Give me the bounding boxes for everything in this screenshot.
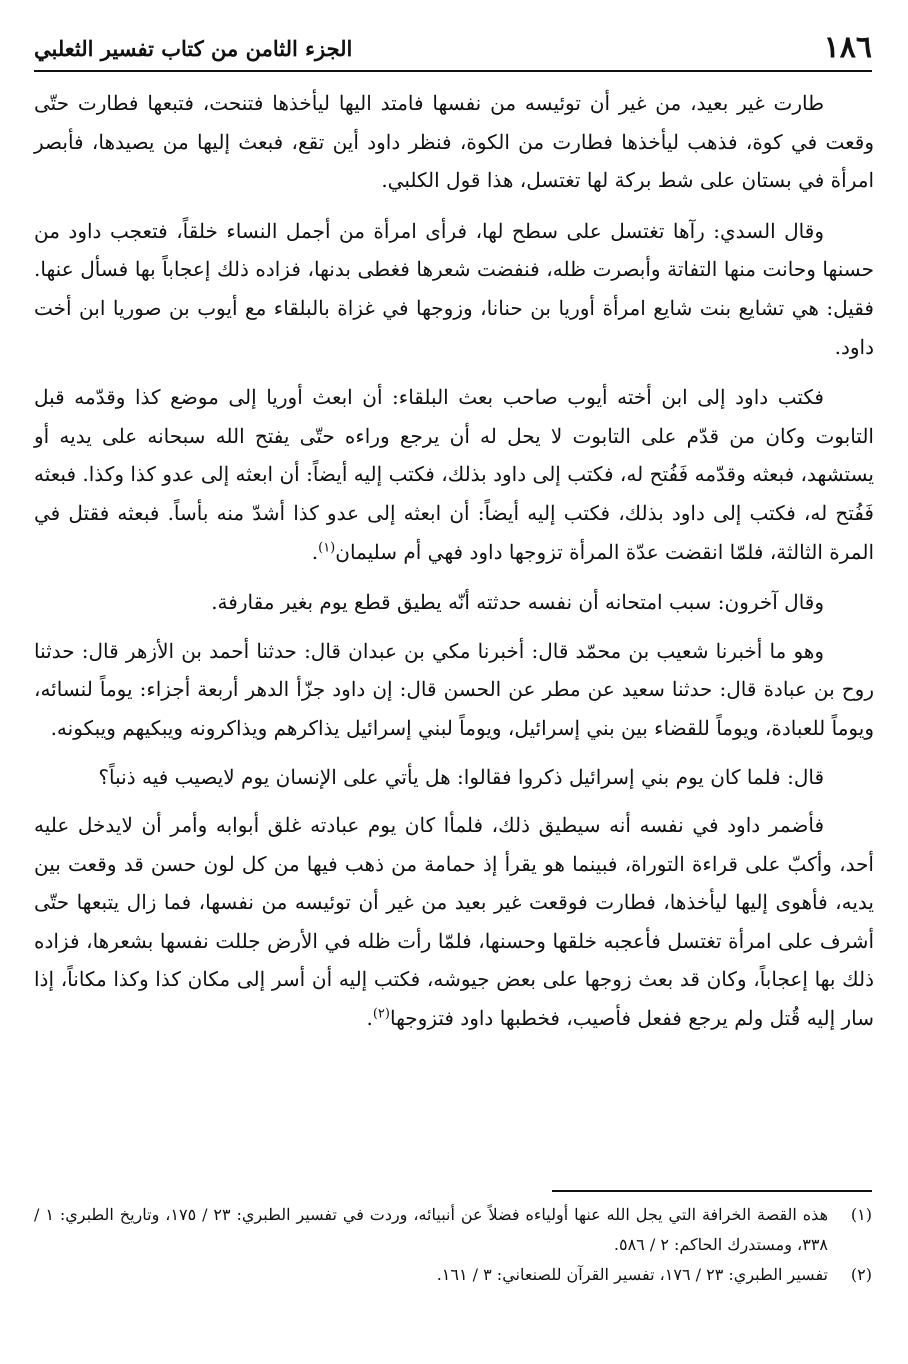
footnote-ref-1[interactable]: (١) (318, 539, 336, 555)
footnote-number: (٢) (850, 1265, 872, 1284)
page-header (34, 30, 872, 72)
paragraph-6: قال: فلما كان يوم بني إسرائيل ذكروا فقالوا: هل يأتي على الإنسان يوم لايصيب فيه ذنباً؟ (98, 764, 824, 789)
footnote-1 (34, 1200, 872, 1260)
paragraph-7: فأضمر داود في نفسه أنه سيطيق ذلك، فلمأا كان يوم عبادته غلق أبوابه وأمر أن لايدخل عليه أحد، وأكبّ على قراءة التوراة، فبينما هو يقرأ إذ حمامة من ذهب فيها من كل لون حسن قد وقعت بين يديه، فأهوى إليها ليأخذها، فطارت فوقعت غير بعيد من غير أن توئيسه من نفسها، فما زال يتبعها حتّى أشرف على امرأة تغتسل فأعجبه خلقها وحسنها، فلمّا رأت ظله في الأرض جللت نفسها بشعرها، فزاده ذلك بها إعجاباً، وكان قد بعث زوجها على بعض جيوشه، فكتب إليه أن أسر إلى مكان كذا وكذا مكاناً، إذا سار إليه قُتل ولم يرجع ففعل فأصيب، فخطبها داود فتزوجها$^{(٢)}$. (34, 813, 874, 1031)
footnote-text: تفسير الطبري: ٢٣ / ١٧٦، تفسير القرآن للصنعاني: ٣ / ١٦١. (436, 1265, 828, 1284)
page-number: ١٨٦ (823, 30, 872, 65)
body-text (34, 84, 874, 1050)
running-title: الجزء الثامن من كتاب تفسير الثعلبي (34, 36, 353, 61)
footnote-number: (١) (850, 1205, 872, 1224)
paragraph-1: طارت غير بعيد، من غير أن توئيسه من نفسها فامتد اليها ليأخذها فتنحت، فتبعها فطارت حتّى وقعت في كوة، فذهب ليأخذها فطارت من الكوة، فنظر داود أين تقع، فبعث إليها من يصيدها، فأبصر امرأة في بستان على شط بركة لها تغتسل، هذا قول الكلبي. (34, 91, 874, 193)
footnote-text: هذه القصة الخرافة التي يجل الله عنها أولياءه فضلاً عن أنبيائه، وردت في تفسير الطبري: ٢٣ / ١٧٥، وتاريخ الطبري: ١ / ٣٣٨، ومستدرك الحاكم: ٢ / ٥٨٦. (34, 1205, 829, 1254)
footnote-2 (34, 1260, 872, 1290)
paragraph-5: وهو ما أخبرنا شعيب بن محمّد قال: أخبرنا مكي بن عبدان قال: حدثنا أحمد بن الأزهر قال: حدثنا روح بن عبادة قال: حدثنا سعيد عن مطر عن الحسن قال: إن داود جزّأ الدهر أربعة أجزاء: يوماً لنسائه، ويوماً للعبادة، ويوماً للقضاء بين بني إسرائيل، ويوماً لبني إسرائيل يذاكرهم ويذاكرونه ويبكيهم ويبكونه. (34, 638, 874, 740)
paragraph-3: فكتب داود إلى ابن أخته أيوب صاحب بعث البلقاء: أن ابعث أوريا إلى موضع كذا وقدّمه قبل التابوت وكان من قدّم على التابوت لا يحل له أن يرجع وراءه حتّى يفتح الله سبحانه على يديه أو يستشهد، فبعثه وقدّمه فَفُتح له، فكتب إلى داود بذلك، فكتب إليه أيضاً: أن ابعثه إلى عدو كذا وكذا. فبعثه فَفُتح له، فكتب إلى داود بذلك، فكتب إليه أيضاً: أن ابعثه إلى عدو كذا أشدّ منه بأساً. فبعثه فقتل في المرة الثالثة، فلمّا انقضت عدّة المرأة تزوجها داود فهي أم سليمان$^{(١)}$. (34, 385, 875, 564)
footnote-ref-2[interactable]: (٢) (372, 1006, 390, 1022)
footnote-separator (552, 1190, 872, 1192)
paragraph-2: وقال السدي: رآها تغتسل على سطح لها، فرأى امرأة من أجمل النساء خلقاً، فتعجب داود من حسنها وحانت منها التفاتة وأبصرت ظله، فنفضت شعرها فغطى بدنها، فزاده ذلك إعجاباً بها فسأل عنها. فقيل: هي تشايع بنت شايع امرأة أوريا بن حنانا، وزوجها في غزاة بالبلقاء مع أيوب بن صوريا ابن أخت داود. (34, 218, 874, 359)
footnotes (34, 1200, 872, 1290)
paragraph-4: وقال آخرون: سبب امتحانه أن نفسه حدثته أنّه يطيق قطع يوم بغير مقارفة. (211, 590, 824, 615)
